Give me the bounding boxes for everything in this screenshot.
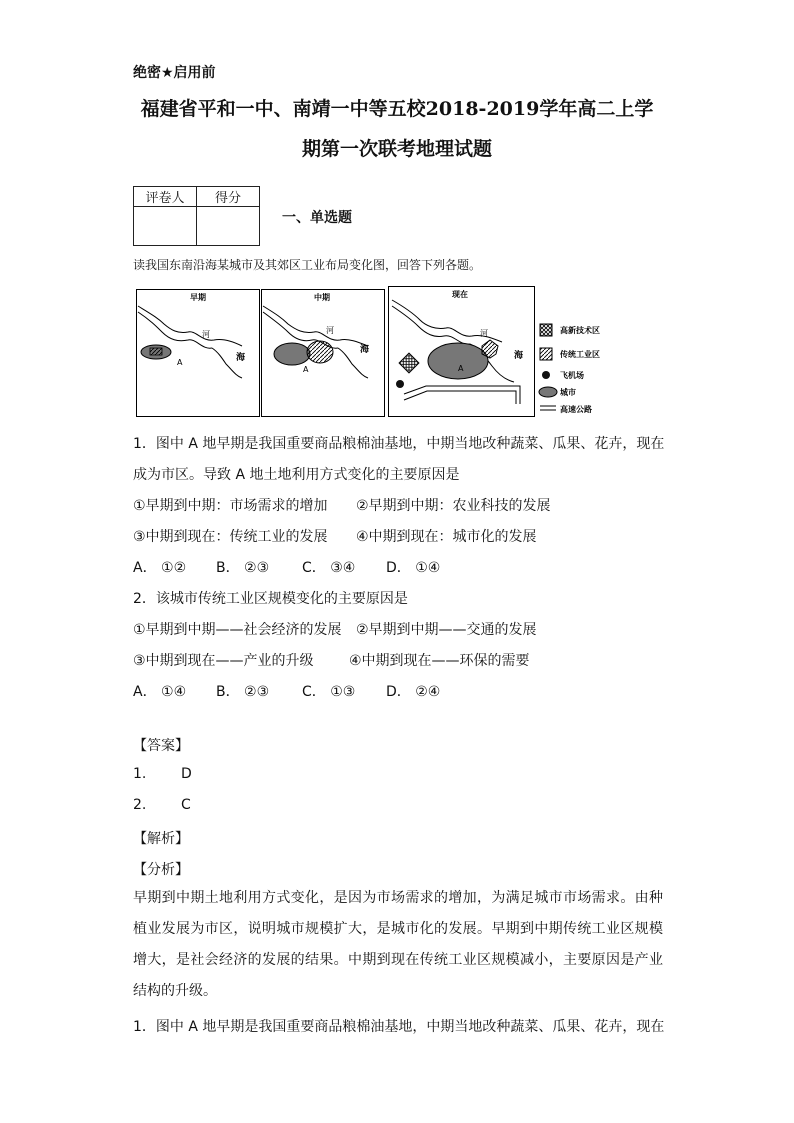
map-legend	[539, 324, 600, 414]
legend-city-icon	[539, 387, 557, 397]
legend-airport-icon	[542, 371, 550, 379]
q1-choice-d: D． ①④	[386, 560, 441, 576]
panel-now-airport	[396, 380, 404, 388]
legend-traditional-label: 传统工业区	[560, 350, 600, 359]
q1-choice-a: A． ①②	[133, 560, 187, 576]
legend-highway-icon	[540, 406, 556, 410]
legend-airport-label: 飞机场	[560, 371, 584, 380]
panel-middle-industry	[307, 341, 333, 363]
q2-option-2: ②早期到中期——交通的发展	[356, 622, 537, 638]
q2-stem: 2．该城市传统工业区规模变化的主要原因是	[133, 591, 408, 607]
panel-early-river: 河	[202, 330, 210, 339]
q2-choice-d: D． ②④	[386, 684, 441, 700]
q2-option-4: ④中期到现在——环保的需要	[349, 653, 530, 669]
panel-middle-city	[274, 343, 310, 365]
q1-option-1: ①早期到中期：市场需求的增加	[133, 498, 328, 514]
map-panel-early	[137, 290, 260, 417]
answer-1-number: 1.	[133, 766, 147, 782]
legend-city-label: 城市	[560, 388, 576, 397]
panel-early-sea: 海	[236, 353, 246, 363]
q1-option-3: ③中期到现在：传统工业的发展	[133, 529, 328, 545]
answer-2-value: C	[181, 797, 191, 813]
q2-choice-b: B． ②③	[216, 684, 270, 700]
section-title: 一、单选题	[282, 210, 352, 226]
q1-choice-c: C． ③④	[302, 560, 356, 576]
grader-cell	[134, 207, 197, 246]
answer-heading: 【答案】	[133, 738, 189, 754]
score-table	[133, 186, 260, 246]
document-title-line1: 福建省平和一中、南靖一中等五校2018-2019学年高二上学	[140, 98, 654, 120]
question-intro: 读我国东南沿海某城市及其郊区工业布局变化图，回答下列各题。	[133, 258, 482, 272]
panel-early-title: 早期	[190, 293, 206, 302]
legend-hightech-label: 高新技术区	[560, 326, 600, 335]
score-header: 得分	[197, 187, 260, 207]
q1-stem-line1: 1．图中 A 地早期是我国重要商品粮棉油基地，中期当地改种蔬菜、瓜果、花卉，现在	[133, 436, 665, 452]
panel-now-city	[428, 343, 488, 379]
analysis-heading: 【解析】	[133, 831, 189, 847]
repeat-q1-line: 1．图中 A 地早期是我国重要商品粮棉油基地，中期当地改种蔬菜、瓜果、花卉，现在	[133, 1019, 665, 1035]
map-panel-middle	[262, 290, 385, 417]
panel-now-label-a: A	[458, 364, 464, 373]
document-title-line2: 期第一次联考地理试题	[301, 138, 492, 160]
q2-option-1: ①早期到中期——社会经济的发展	[133, 622, 342, 638]
panel-now-sea: 海	[514, 351, 524, 361]
panel-middle-label-a: A	[303, 365, 309, 374]
q1-stem-line2: 成为市区。导致 A 地土地利用方式变化的主要原因是	[133, 467, 460, 483]
q2-option-3: ③中期到现在——产业的升级	[133, 653, 314, 669]
panel-middle-sea: 海	[360, 345, 370, 355]
panel-now-title: 现在	[452, 290, 468, 299]
panel-middle-title: 中期	[314, 293, 330, 302]
legend-traditional-icon	[540, 348, 552, 360]
analysis-paragraph: 早期到中期土地利用方式变化，是因为市场需求的增加，为满足城市市场需求。由种植业发展为市区，说明城市规模扩大，是城市化的发展。早期到中期传统工业区规模增大，是社会经济的发展的结果。中期到现在传统工业区规模减小，主要原因是产业结构的升级。	[133, 890, 663, 999]
legend-hightech-icon	[540, 324, 552, 336]
panel-now-river: 河	[480, 329, 488, 338]
q1-option-4: ④中期到现在：城市化的发展	[356, 529, 537, 545]
fenxi-heading: 【分析】	[133, 862, 189, 878]
q2-choice-a: A． ①④	[133, 684, 187, 700]
q2-choice-c: C． ①③	[302, 684, 356, 700]
panel-early-industry	[150, 348, 162, 355]
q1-choice-b: B． ②③	[216, 560, 270, 576]
industry-layout-map	[136, 286, 606, 418]
q1-option-2: ②早期到中期：农业科技的发展	[356, 498, 551, 514]
panel-middle-river: 河	[326, 326, 334, 335]
legend-highway-label: 高速公路	[560, 405, 592, 414]
score-cell	[197, 207, 260, 246]
answer-1-value: D	[181, 766, 192, 782]
grader-header: 评卷人	[134, 187, 197, 207]
panel-early-label-a: A	[177, 358, 183, 367]
map-panel-now	[389, 287, 535, 417]
answer-2-number: 2.	[133, 797, 147, 813]
secret-label: 绝密★启用前	[133, 65, 216, 81]
